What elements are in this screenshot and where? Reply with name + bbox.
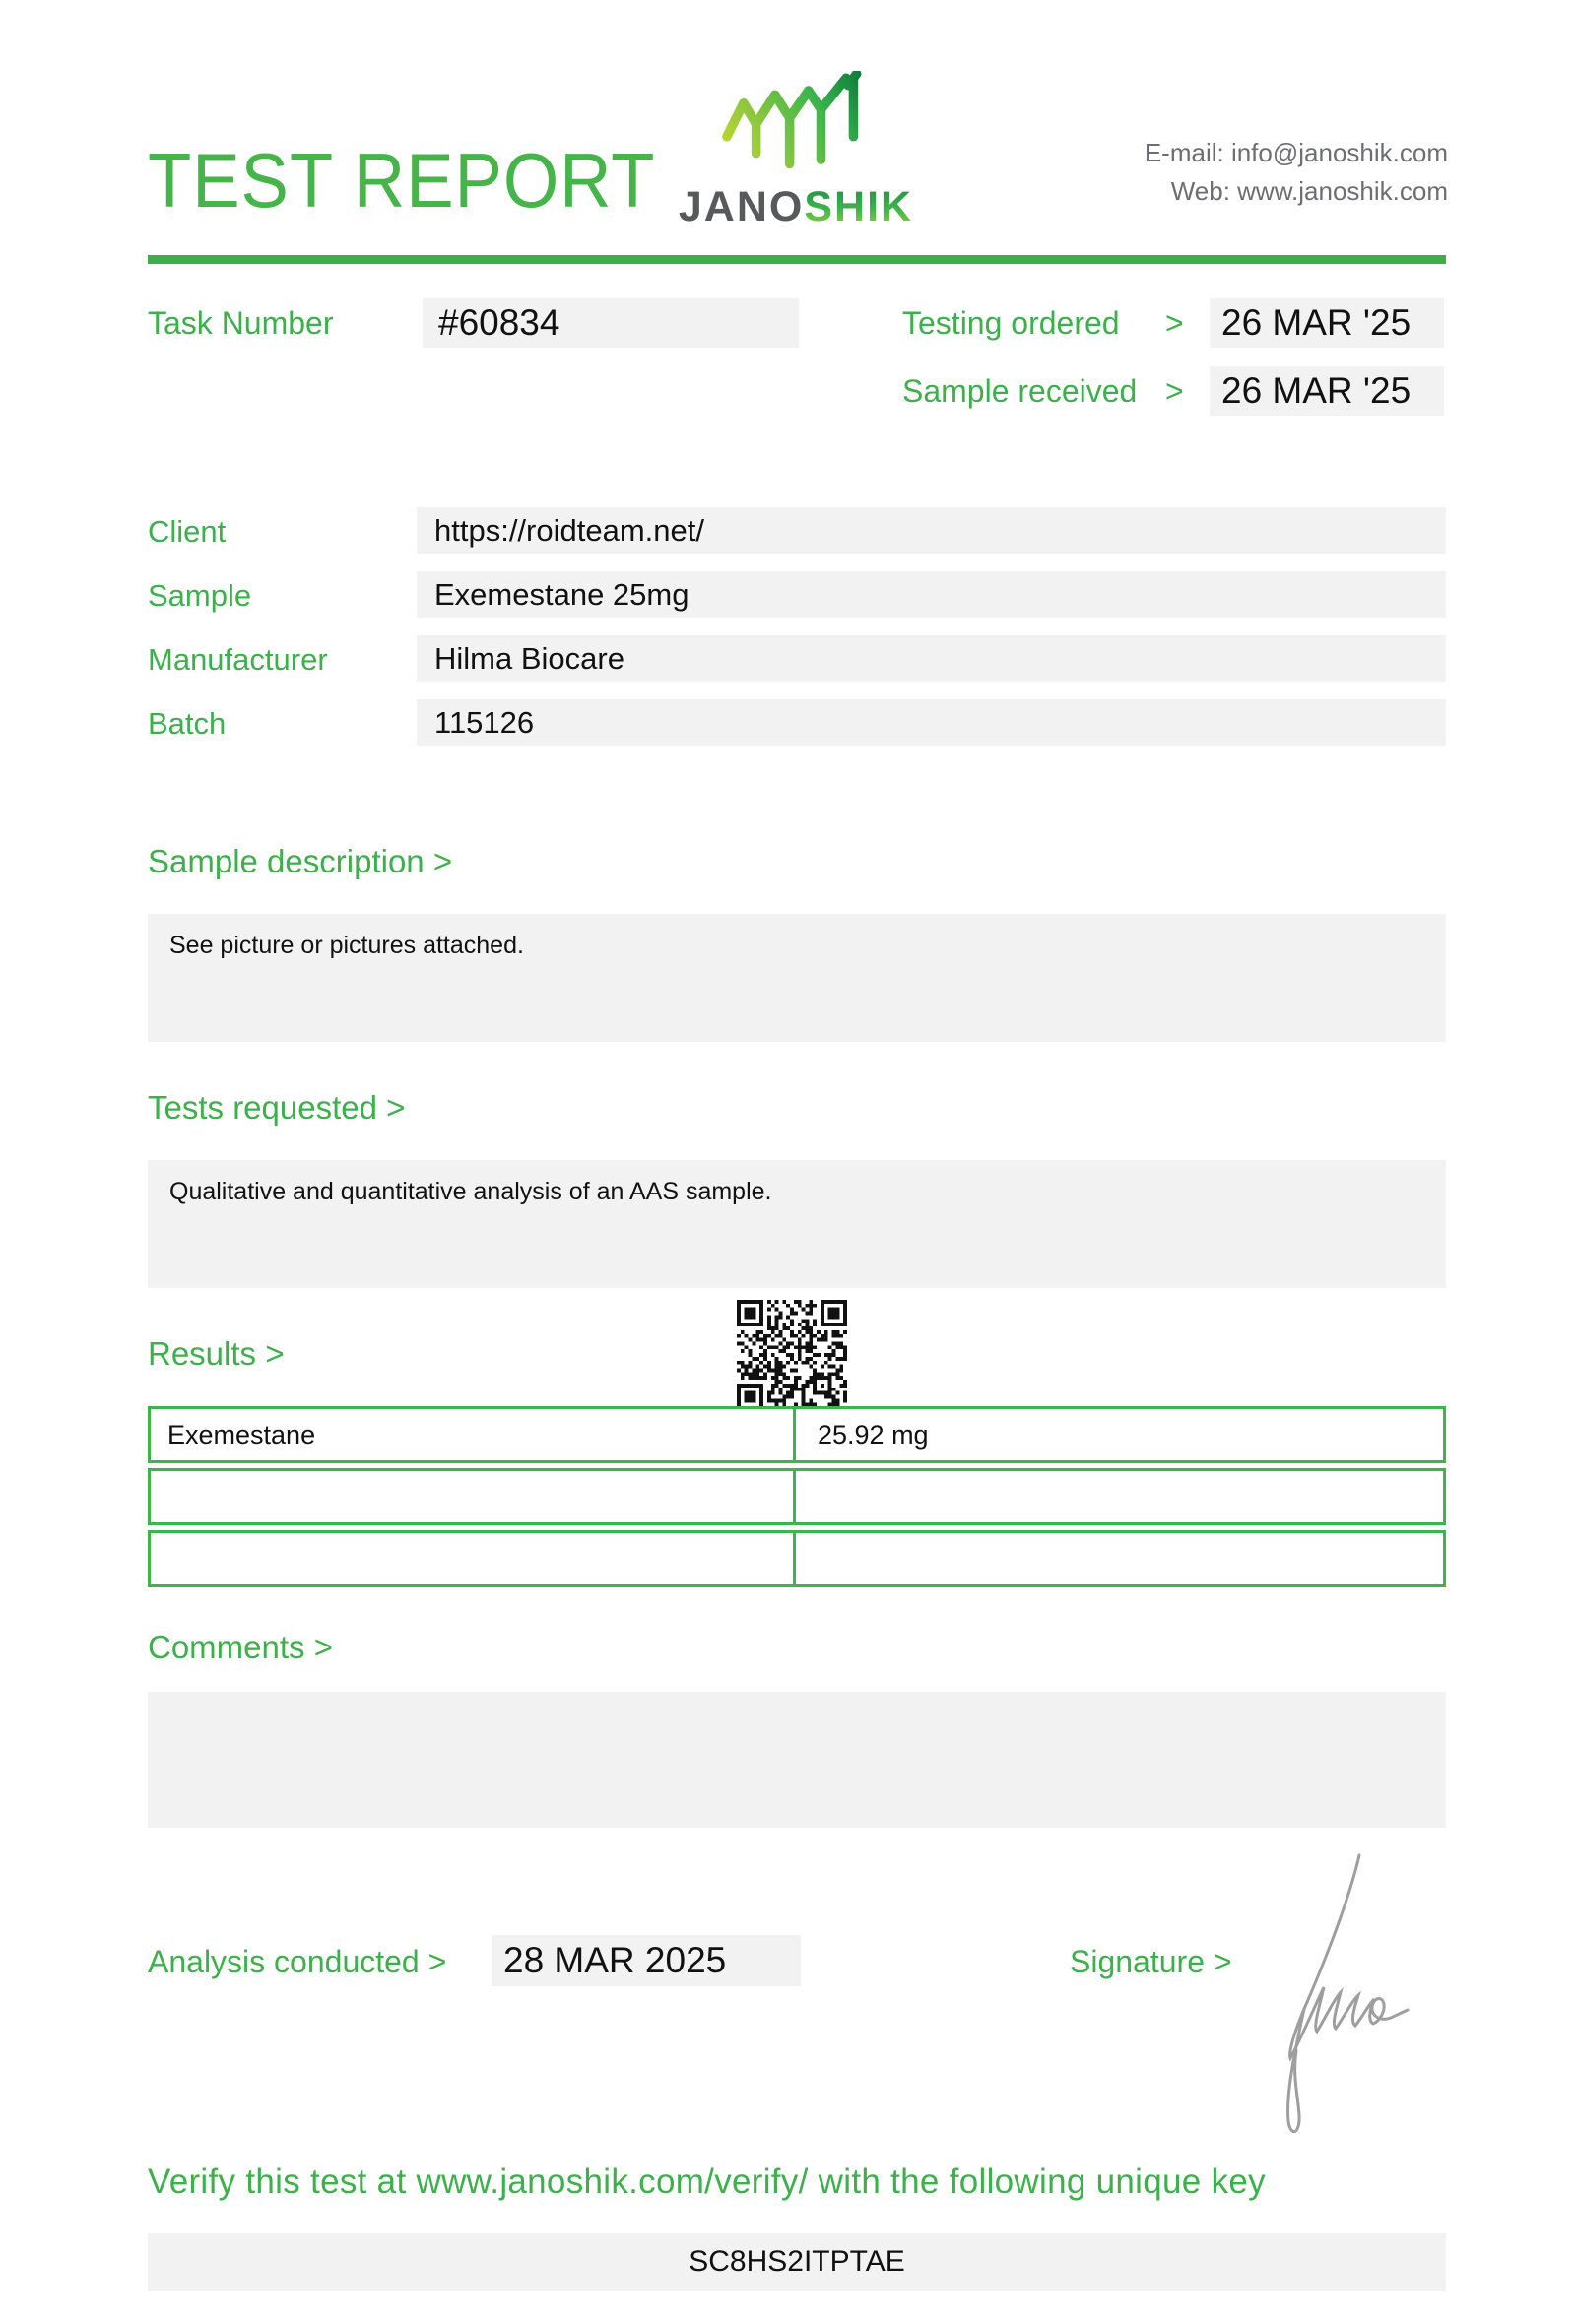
detail-value-client: https://roidteam.net/: [434, 513, 704, 548]
results-heading: Results >: [148, 1335, 285, 1372]
verify-text: Verify this test at www.janoshik.com/verify/ with the following unique key: [148, 2163, 1266, 2201]
page-title: TEST REPORT: [148, 137, 656, 224]
contact-block: [1145, 134, 1448, 211]
logo-text-jano: JANO: [678, 183, 805, 230]
testing-ordered-date: 26 MAR '25: [1221, 302, 1412, 343]
results-table: [148, 1406, 1446, 1592]
detail-value-box-client: [417, 507, 1446, 554]
sample-received-box: [1210, 366, 1444, 416]
cell-analyte: [151, 1533, 793, 1584]
detail-value-sample: Exemestane 25mg: [434, 577, 690, 612]
cell-result: [793, 1533, 1443, 1584]
sample-received-date: 26 MAR '25: [1221, 370, 1412, 411]
signature-label: Signature >: [1070, 1944, 1232, 1979]
detail-value-box-sample: [417, 571, 1446, 618]
table-row: [148, 1468, 1446, 1525]
cell-result: 25.92 mg: [793, 1409, 1443, 1460]
sample-description-text: See picture or pictures attached.: [169, 932, 524, 959]
header-divider: [148, 255, 1446, 264]
sample-description-heading: Sample description >: [148, 843, 453, 879]
cell-result: [793, 1471, 1443, 1522]
table-row: [148, 1406, 1446, 1463]
detail-label-batch: Batch: [148, 706, 227, 741]
signature-image: [1263, 1843, 1430, 2149]
sample-received-label: Sample received: [902, 373, 1138, 409]
logo-text-shik: SHIK: [804, 183, 914, 230]
qr-code: [737, 1300, 847, 1410]
detail-value-batch: 115126: [434, 705, 535, 740]
detail-value-box-manufacturer: [417, 635, 1446, 682]
tests-requested-heading: Tests requested >: [148, 1089, 406, 1126]
contact-web: Web: www.janoshik.com: [1170, 176, 1448, 206]
detail-label-client: Client: [148, 514, 227, 549]
verify-key-box: [148, 2233, 1446, 2291]
logo: [658, 71, 934, 231]
task-number-value: #60834: [438, 302, 560, 343]
testing-ordered-chevron: >: [1165, 305, 1184, 341]
tests-requested-box: [148, 1160, 1446, 1288]
cell-analyte: [151, 1471, 793, 1522]
sample-description-box: [148, 914, 1446, 1042]
detail-label-sample: Sample: [148, 578, 252, 613]
logo-text: [658, 183, 934, 231]
detail-label-manufacturer: Manufacturer: [148, 642, 328, 677]
analysis-date-value: 28 MAR 2025: [503, 1940, 727, 1980]
table-row: [148, 1530, 1446, 1587]
detail-value-box-batch: [417, 699, 1446, 746]
analysis-date-box: [492, 1935, 801, 1986]
contact-email: E-mail: info@janoshik.com: [1144, 138, 1448, 167]
testing-ordered-label: Testing ordered: [902, 305, 1120, 341]
sample-received-chevron: >: [1165, 373, 1184, 409]
task-number-box: [423, 298, 799, 348]
comments-heading: Comments >: [148, 1629, 333, 1665]
task-number-label: Task Number: [148, 305, 334, 341]
testing-ordered-box: [1210, 298, 1444, 348]
tests-requested-text: Qualitative and quantitative analysis of an AAS sample.: [169, 1178, 772, 1205]
analysis-conducted-label: Analysis conducted >: [148, 1944, 447, 1979]
cell-analyte: Exemestane: [167, 1419, 316, 1450]
verify-key: SC8HS2ITPTAE: [689, 2245, 905, 2278]
comments-box: [148, 1692, 1446, 1828]
detail-value-manufacturer: Hilma Biocare: [434, 641, 624, 676]
logo-chart-icon: [712, 71, 880, 177]
